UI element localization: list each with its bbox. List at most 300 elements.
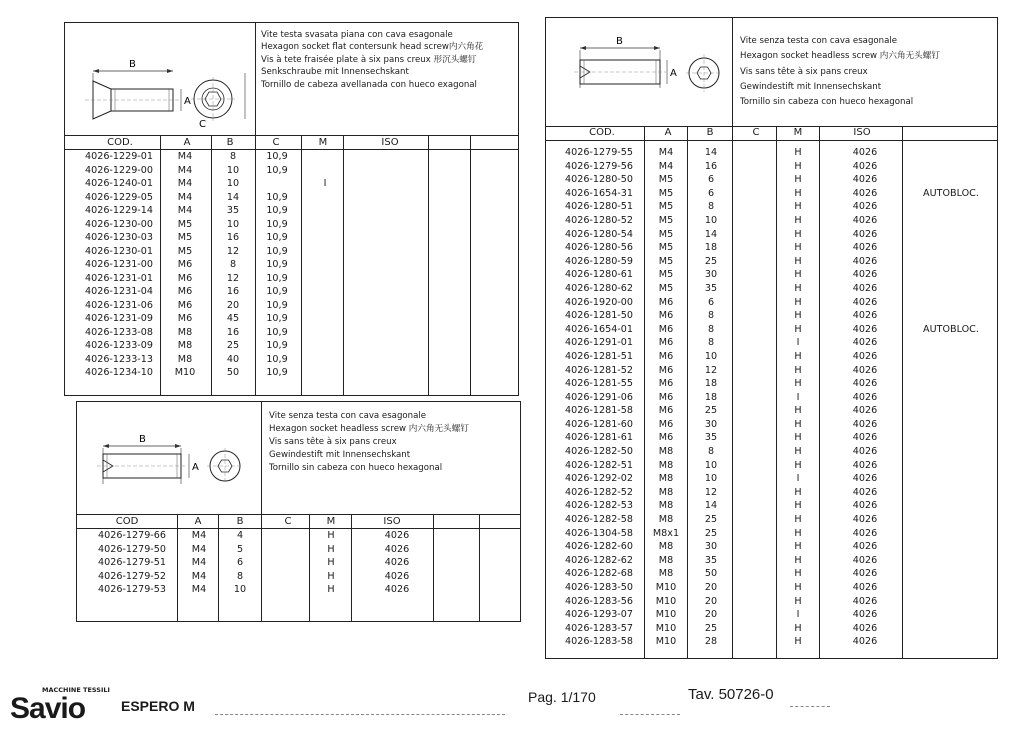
cell-m: H bbox=[794, 527, 802, 539]
cell-cod: 4026-1280-52 bbox=[565, 214, 633, 226]
cell-m: H bbox=[327, 530, 335, 541]
header-b: B bbox=[226, 137, 234, 148]
cell-iso: 4026 bbox=[852, 554, 878, 566]
savio-logo: Savio bbox=[10, 692, 86, 725]
cell-a: M6 bbox=[177, 313, 193, 324]
table-row bbox=[546, 242, 997, 256]
cell-m: I bbox=[323, 178, 327, 189]
column-headers bbox=[546, 127, 997, 140]
description-fr: Vis sans tête à six pans creux bbox=[740, 66, 868, 77]
cell-cod: 4026-1281-61 bbox=[565, 432, 633, 444]
cell-m: I bbox=[796, 337, 800, 349]
cell-cod: 4026-1280-56 bbox=[565, 242, 633, 254]
cell-iso: 4026 bbox=[852, 568, 878, 580]
cell-iso: 4026 bbox=[852, 486, 878, 498]
header-iso: ISO bbox=[381, 137, 399, 148]
table-row bbox=[65, 232, 518, 246]
cell-b: 25 bbox=[704, 514, 718, 526]
header-cod: COD. bbox=[589, 127, 615, 138]
cell-a: M10 bbox=[655, 582, 677, 593]
description-it: Vite testa svasata piana con cava esagonale bbox=[261, 30, 453, 40]
cell-a: M5 bbox=[658, 269, 674, 281]
table-row bbox=[546, 310, 997, 324]
cell-iso: 4026 bbox=[852, 418, 878, 430]
cell-m: H bbox=[794, 636, 802, 648]
table-row bbox=[65, 151, 518, 165]
cell-cod: 4026-1240-01 bbox=[85, 178, 153, 189]
cell-m: I bbox=[796, 391, 800, 403]
table-row bbox=[546, 161, 997, 175]
table-row bbox=[546, 392, 997, 406]
cell-iso: 4026 bbox=[384, 570, 410, 582]
cell-b: 30 bbox=[704, 541, 718, 553]
dim-b-label: B bbox=[139, 434, 146, 445]
cell-cod: 4026-1291-06 bbox=[565, 391, 633, 403]
cell-cod: 4026-1230-00 bbox=[85, 218, 153, 230]
cell-cod: 4026-1230-01 bbox=[85, 245, 153, 257]
cell-m: H bbox=[794, 269, 802, 281]
cell-a: M8 bbox=[658, 459, 674, 471]
cell-iso: 4026 bbox=[852, 364, 878, 376]
panel-header bbox=[77, 402, 520, 515]
table-row bbox=[77, 544, 520, 558]
cell-cod: 4026-1233-13 bbox=[85, 353, 153, 365]
headless-screw-icon bbox=[546, 18, 732, 126]
table-row bbox=[65, 354, 518, 368]
cell-cod: 4026-1282-58 bbox=[565, 514, 633, 526]
cell-m: H bbox=[794, 514, 802, 526]
cell-iso: 4026 bbox=[852, 432, 878, 444]
table-row bbox=[546, 188, 997, 202]
description-block bbox=[740, 34, 940, 110]
cell-c: 10,9 bbox=[266, 340, 288, 351]
cell-note: AUTOBLOC. bbox=[923, 323, 979, 335]
dim-c-label: C bbox=[199, 119, 206, 130]
cell-m: H bbox=[794, 568, 802, 580]
cell-c: 10,9 bbox=[266, 218, 288, 230]
cell-cod: 4026-1233-08 bbox=[85, 326, 153, 338]
panel-headless-screws bbox=[545, 17, 998, 659]
cell-m: H bbox=[327, 570, 335, 582]
cell-b: 8 bbox=[707, 337, 715, 349]
cell-iso: 4026 bbox=[852, 282, 878, 294]
cell-b: 12 bbox=[704, 486, 718, 498]
cell-b: 6 bbox=[707, 187, 715, 199]
cell-c: 10,9 bbox=[266, 205, 288, 216]
description-it: Vite senza testa con cava esagonale bbox=[269, 411, 427, 421]
header-c: C bbox=[284, 516, 292, 527]
cell-cod: 4026-1231-06 bbox=[85, 299, 153, 311]
page-footer bbox=[0, 680, 1024, 730]
table-row bbox=[546, 568, 997, 582]
footer-rule bbox=[215, 714, 505, 715]
cell-b: 25 bbox=[704, 405, 718, 417]
cell-b: 10 bbox=[226, 178, 240, 189]
cell-a: M6 bbox=[658, 378, 674, 390]
cell-b: 35 bbox=[704, 282, 718, 294]
cell-cod: 4026-1229-00 bbox=[85, 164, 153, 176]
cell-a: M6 bbox=[177, 299, 193, 311]
header-c: C bbox=[272, 137, 280, 148]
table-row bbox=[546, 541, 997, 555]
cell-m: H bbox=[327, 557, 335, 568]
cell-cod: 4026-1231-01 bbox=[85, 272, 153, 284]
cell-m: H bbox=[794, 418, 802, 430]
cell-a: M4 bbox=[177, 151, 193, 162]
cell-m: H bbox=[794, 459, 802, 471]
cell-a: M6 bbox=[658, 405, 674, 417]
header-m: M bbox=[318, 137, 328, 148]
cell-iso: 4026 bbox=[384, 543, 410, 555]
header-cod: COD bbox=[115, 516, 139, 527]
cell-b: 6 bbox=[707, 296, 715, 308]
cell-iso: 4026 bbox=[852, 391, 878, 403]
cell-cod: 4026-1279-51 bbox=[98, 557, 166, 568]
table-row bbox=[546, 446, 997, 460]
cell-a: M6 bbox=[658, 391, 674, 403]
cell-b: 6 bbox=[707, 174, 715, 186]
description-it: Vite senza testa con cava esagonale bbox=[740, 36, 898, 46]
header-b: B bbox=[706, 127, 714, 138]
cell-iso: 4026 bbox=[852, 459, 878, 471]
cell-b: 25 bbox=[704, 255, 718, 267]
cell-b: 12 bbox=[226, 272, 240, 284]
cell-cod: 4026-1279-53 bbox=[98, 584, 166, 595]
table-row bbox=[546, 487, 997, 501]
cell-a: M8 bbox=[177, 340, 193, 351]
cell-m: H bbox=[794, 622, 802, 634]
cell-m: H bbox=[794, 364, 802, 376]
cell-a: M10 bbox=[655, 636, 677, 648]
cell-cod: 4026-1229-05 bbox=[85, 191, 153, 203]
cell-cod: 4026-1282-60 bbox=[565, 541, 633, 553]
cell-m: H bbox=[794, 500, 802, 512]
panel-headless-screws-small bbox=[76, 401, 521, 622]
table-row bbox=[546, 283, 997, 297]
cell-cod: 4026-1282-62 bbox=[565, 554, 633, 566]
table-row bbox=[65, 340, 518, 354]
table-row bbox=[546, 514, 997, 528]
table-row bbox=[546, 473, 997, 487]
cell-cod: 4026-1654-31 bbox=[565, 187, 633, 199]
headless-screw-icon bbox=[77, 402, 261, 514]
cell-cod: 4026-1279-55 bbox=[565, 147, 633, 158]
cell-cod: 4026-1282-51 bbox=[565, 459, 633, 471]
cell-iso: 4026 bbox=[852, 446, 878, 458]
cell-cod: 4026-1280-61 bbox=[565, 269, 633, 281]
table-row bbox=[546, 432, 997, 446]
cell-b: 14 bbox=[704, 147, 718, 158]
cell-cod: 4026-1282-53 bbox=[565, 500, 633, 512]
description-block bbox=[261, 29, 483, 91]
cell-a: M4 bbox=[177, 178, 193, 189]
table-row bbox=[546, 582, 997, 596]
cell-a: M8 bbox=[658, 446, 674, 458]
table-row bbox=[77, 530, 520, 544]
cell-a: M4 bbox=[177, 191, 193, 203]
cell-a: M4 bbox=[177, 164, 193, 176]
table-row bbox=[546, 297, 997, 311]
cell-b: 18 bbox=[704, 242, 718, 254]
cell-a: M8 bbox=[658, 514, 674, 526]
cell-a: M5 bbox=[658, 187, 674, 199]
cell-iso: 4026 bbox=[852, 147, 878, 158]
table-row bbox=[546, 636, 997, 650]
cell-m: H bbox=[794, 201, 802, 213]
cell-c: 10,9 bbox=[266, 272, 288, 284]
cell-c: 10,9 bbox=[266, 313, 288, 324]
panel-header bbox=[546, 18, 997, 127]
header-a: A bbox=[194, 516, 202, 527]
cell-b: 45 bbox=[226, 313, 240, 324]
cell-c: 10,9 bbox=[266, 353, 288, 365]
cell-iso: 4026 bbox=[852, 201, 878, 213]
table-row bbox=[65, 313, 518, 327]
cell-b: 10 bbox=[233, 584, 247, 595]
cell-a: M5 bbox=[658, 282, 674, 294]
parts-table bbox=[546, 147, 997, 650]
table-row bbox=[546, 269, 997, 283]
table-row bbox=[65, 219, 518, 233]
cell-b: 8 bbox=[236, 570, 244, 582]
cell-m: H bbox=[794, 174, 802, 186]
cell-iso: 4026 bbox=[852, 350, 878, 362]
cell-a: M10 bbox=[174, 367, 196, 378]
header-b: B bbox=[236, 516, 244, 527]
cell-m: H bbox=[794, 147, 802, 158]
cell-iso: 4026 bbox=[852, 514, 878, 526]
cell-b: 5 bbox=[236, 543, 244, 555]
cell-cod: 4026-1280-54 bbox=[565, 228, 633, 240]
cell-m: H bbox=[794, 187, 802, 199]
cell-a: M6 bbox=[177, 272, 193, 284]
cell-iso: 4026 bbox=[852, 187, 878, 199]
table-row bbox=[546, 609, 997, 623]
table-row bbox=[65, 192, 518, 206]
header-m: M bbox=[793, 127, 803, 138]
header-a: A bbox=[183, 137, 191, 148]
cell-iso: 4026 bbox=[852, 296, 878, 308]
cell-c: 10,9 bbox=[266, 286, 288, 297]
cell-m: H bbox=[794, 323, 802, 335]
cell-iso: 4026 bbox=[852, 500, 878, 512]
cell-b: 8 bbox=[707, 446, 715, 458]
cell-a: M8 bbox=[658, 541, 674, 553]
table-row bbox=[546, 500, 997, 514]
cell-b: 10 bbox=[704, 459, 718, 471]
description-en: Hexagon socket headless screw 内六角无头螺钉 bbox=[740, 51, 940, 62]
cell-cod: 4026-1283-58 bbox=[565, 636, 633, 648]
cell-c: 10,9 bbox=[266, 259, 288, 270]
table-row bbox=[546, 623, 997, 637]
cell-cod: 4026-1282-50 bbox=[565, 446, 633, 458]
header-c: C bbox=[752, 127, 760, 138]
cell-iso: 4026 bbox=[852, 255, 878, 267]
cell-m: I bbox=[796, 609, 800, 621]
cell-b: 10 bbox=[704, 350, 718, 362]
cell-a: M4 bbox=[191, 530, 207, 541]
cell-a: M10 bbox=[655, 595, 677, 607]
cell-iso: 4026 bbox=[384, 530, 410, 541]
table-row bbox=[65, 259, 518, 273]
cell-iso: 4026 bbox=[852, 269, 878, 281]
cell-b: 16 bbox=[704, 160, 718, 172]
cell-cod: 4026-1279-52 bbox=[98, 570, 166, 582]
header-iso: ISO bbox=[383, 516, 401, 527]
logo-subtitle: MACCHINE TESSILI bbox=[42, 686, 110, 694]
cell-c: 10,9 bbox=[266, 191, 288, 203]
cell-b: 25 bbox=[704, 622, 718, 634]
cell-m: H bbox=[794, 541, 802, 553]
table-row bbox=[546, 229, 997, 243]
cell-cod: 4026-1283-56 bbox=[565, 595, 633, 607]
header-a: A bbox=[664, 127, 672, 138]
table-row bbox=[77, 584, 520, 598]
table-row bbox=[65, 165, 518, 179]
cell-a: M4 bbox=[658, 160, 674, 172]
dim-a-label: A bbox=[192, 462, 199, 473]
cell-a: M6 bbox=[658, 432, 674, 444]
cell-b: 25 bbox=[704, 527, 718, 539]
cell-cod: 4026-1280-51 bbox=[565, 201, 633, 213]
cell-cod: 4026-1281-50 bbox=[565, 310, 633, 322]
cell-iso: 4026 bbox=[852, 609, 878, 621]
dim-b-label: B bbox=[616, 36, 623, 47]
cell-cod: 4026-1279-50 bbox=[98, 543, 166, 555]
table-row bbox=[546, 419, 997, 433]
cell-cod: 4026-1231-09 bbox=[85, 313, 153, 324]
product-name: ESPERO M bbox=[121, 698, 195, 714]
cell-cod: 4026-1281-58 bbox=[565, 405, 633, 417]
table-row bbox=[65, 205, 518, 219]
cell-a: M4 bbox=[191, 557, 207, 568]
table-row bbox=[546, 256, 997, 270]
table-row bbox=[77, 571, 520, 585]
cell-a: M5 bbox=[177, 232, 193, 243]
table-row bbox=[65, 286, 518, 300]
cell-a: M8 bbox=[658, 568, 674, 580]
description-es: Tornillo sin cabeza con hueco hexagonal bbox=[740, 97, 914, 108]
cell-iso: 4026 bbox=[852, 174, 878, 186]
cell-a: M8 bbox=[658, 500, 674, 512]
cell-cod: 4026-1230-03 bbox=[85, 232, 153, 243]
cell-m: H bbox=[794, 296, 802, 308]
cell-iso: 4026 bbox=[852, 405, 878, 417]
footer-rule bbox=[790, 706, 830, 707]
cell-m: H bbox=[794, 432, 802, 444]
cell-a: M5 bbox=[658, 255, 674, 267]
cell-b: 20 bbox=[226, 299, 240, 311]
cell-a: M6 bbox=[658, 418, 674, 430]
cell-a: M5 bbox=[177, 218, 193, 230]
cell-iso: 4026 bbox=[852, 582, 878, 593]
cell-b: 8 bbox=[707, 201, 715, 213]
cell-iso: 4026 bbox=[852, 473, 878, 485]
table-row bbox=[546, 596, 997, 610]
description-es: Tornillo sin cabeza con hueco hexagonal bbox=[269, 463, 443, 473]
cell-a: M6 bbox=[177, 286, 193, 297]
description-de: Gewindestift mit Innensechskant bbox=[269, 450, 411, 460]
cell-b: 16 bbox=[226, 232, 240, 243]
cell-b: 16 bbox=[226, 326, 240, 338]
cell-a: M8x1 bbox=[652, 527, 680, 539]
cell-a: M5 bbox=[658, 228, 674, 240]
cell-a: M10 bbox=[655, 622, 677, 634]
cell-b: 20 bbox=[704, 609, 718, 621]
cell-m: I bbox=[796, 473, 800, 485]
table-row bbox=[546, 528, 997, 542]
cell-cod: 4026-1291-01 bbox=[565, 337, 633, 349]
cell-c: 10,9 bbox=[266, 232, 288, 243]
description-en: Hexagon socket headless screw 内六角无头螺钉 bbox=[269, 424, 469, 434]
cell-a: M4 bbox=[191, 543, 207, 555]
cell-b: 50 bbox=[704, 568, 718, 580]
cell-a: M6 bbox=[177, 259, 193, 270]
cell-a: M10 bbox=[655, 609, 677, 621]
cell-iso: 4026 bbox=[852, 622, 878, 634]
cell-b: 6 bbox=[236, 557, 244, 568]
cell-a: M6 bbox=[658, 296, 674, 308]
cell-b: 35 bbox=[226, 205, 240, 216]
table-row bbox=[65, 273, 518, 287]
cell-b: 40 bbox=[226, 353, 240, 365]
page-number: Pag. 1/170 bbox=[528, 689, 596, 705]
cell-a: M8 bbox=[177, 353, 193, 365]
dim-a-label: A bbox=[184, 96, 191, 107]
cell-a: M4 bbox=[191, 570, 207, 582]
cell-a: M4 bbox=[658, 147, 674, 158]
cell-b: 25 bbox=[226, 340, 240, 351]
cell-cod: 4026-1279-56 bbox=[565, 160, 633, 172]
dim-b-label: B bbox=[129, 59, 136, 70]
table-row bbox=[65, 246, 518, 260]
cell-cod: 4026-1281-52 bbox=[565, 364, 633, 376]
cell-cod: 4026-1280-59 bbox=[565, 255, 633, 267]
cell-a: M6 bbox=[658, 364, 674, 376]
cell-b: 12 bbox=[704, 364, 718, 376]
cell-iso: 4026 bbox=[852, 228, 878, 240]
description-fr: Vis sans tête à six pans creux bbox=[269, 437, 397, 447]
cell-b: 14 bbox=[704, 228, 718, 240]
cell-cod: 4026-1304-58 bbox=[565, 527, 633, 539]
cell-iso: 4026 bbox=[852, 242, 878, 254]
cell-a: M4 bbox=[177, 205, 193, 216]
cell-b: 20 bbox=[704, 595, 718, 607]
cell-cod: 4026-1293-07 bbox=[565, 609, 633, 621]
cell-cod: 4026-1292-02 bbox=[565, 473, 633, 485]
cell-iso: 4026 bbox=[852, 337, 878, 349]
cell-cod: 4026-1231-04 bbox=[85, 286, 153, 297]
cell-m: H bbox=[794, 582, 802, 593]
cell-cod: 4026-1282-68 bbox=[565, 568, 633, 580]
cell-a: M5 bbox=[658, 242, 674, 254]
panel-countersunk-screws bbox=[64, 22, 519, 396]
cell-cod: 4026-1654-01 bbox=[565, 323, 633, 335]
cell-c: 10,9 bbox=[266, 367, 288, 378]
cell-a: M5 bbox=[658, 174, 674, 186]
cell-iso: 4026 bbox=[852, 214, 878, 226]
description-block bbox=[269, 410, 469, 475]
cell-m: H bbox=[794, 405, 802, 417]
table-row bbox=[77, 557, 520, 571]
table-row bbox=[546, 365, 997, 379]
cell-c: 10,9 bbox=[266, 326, 288, 338]
table-row bbox=[546, 201, 997, 215]
headless-screw-drawing bbox=[546, 18, 733, 126]
cell-a: M8 bbox=[658, 473, 674, 485]
countersunk-screw-icon bbox=[65, 23, 255, 135]
cell-m: H bbox=[794, 446, 802, 458]
